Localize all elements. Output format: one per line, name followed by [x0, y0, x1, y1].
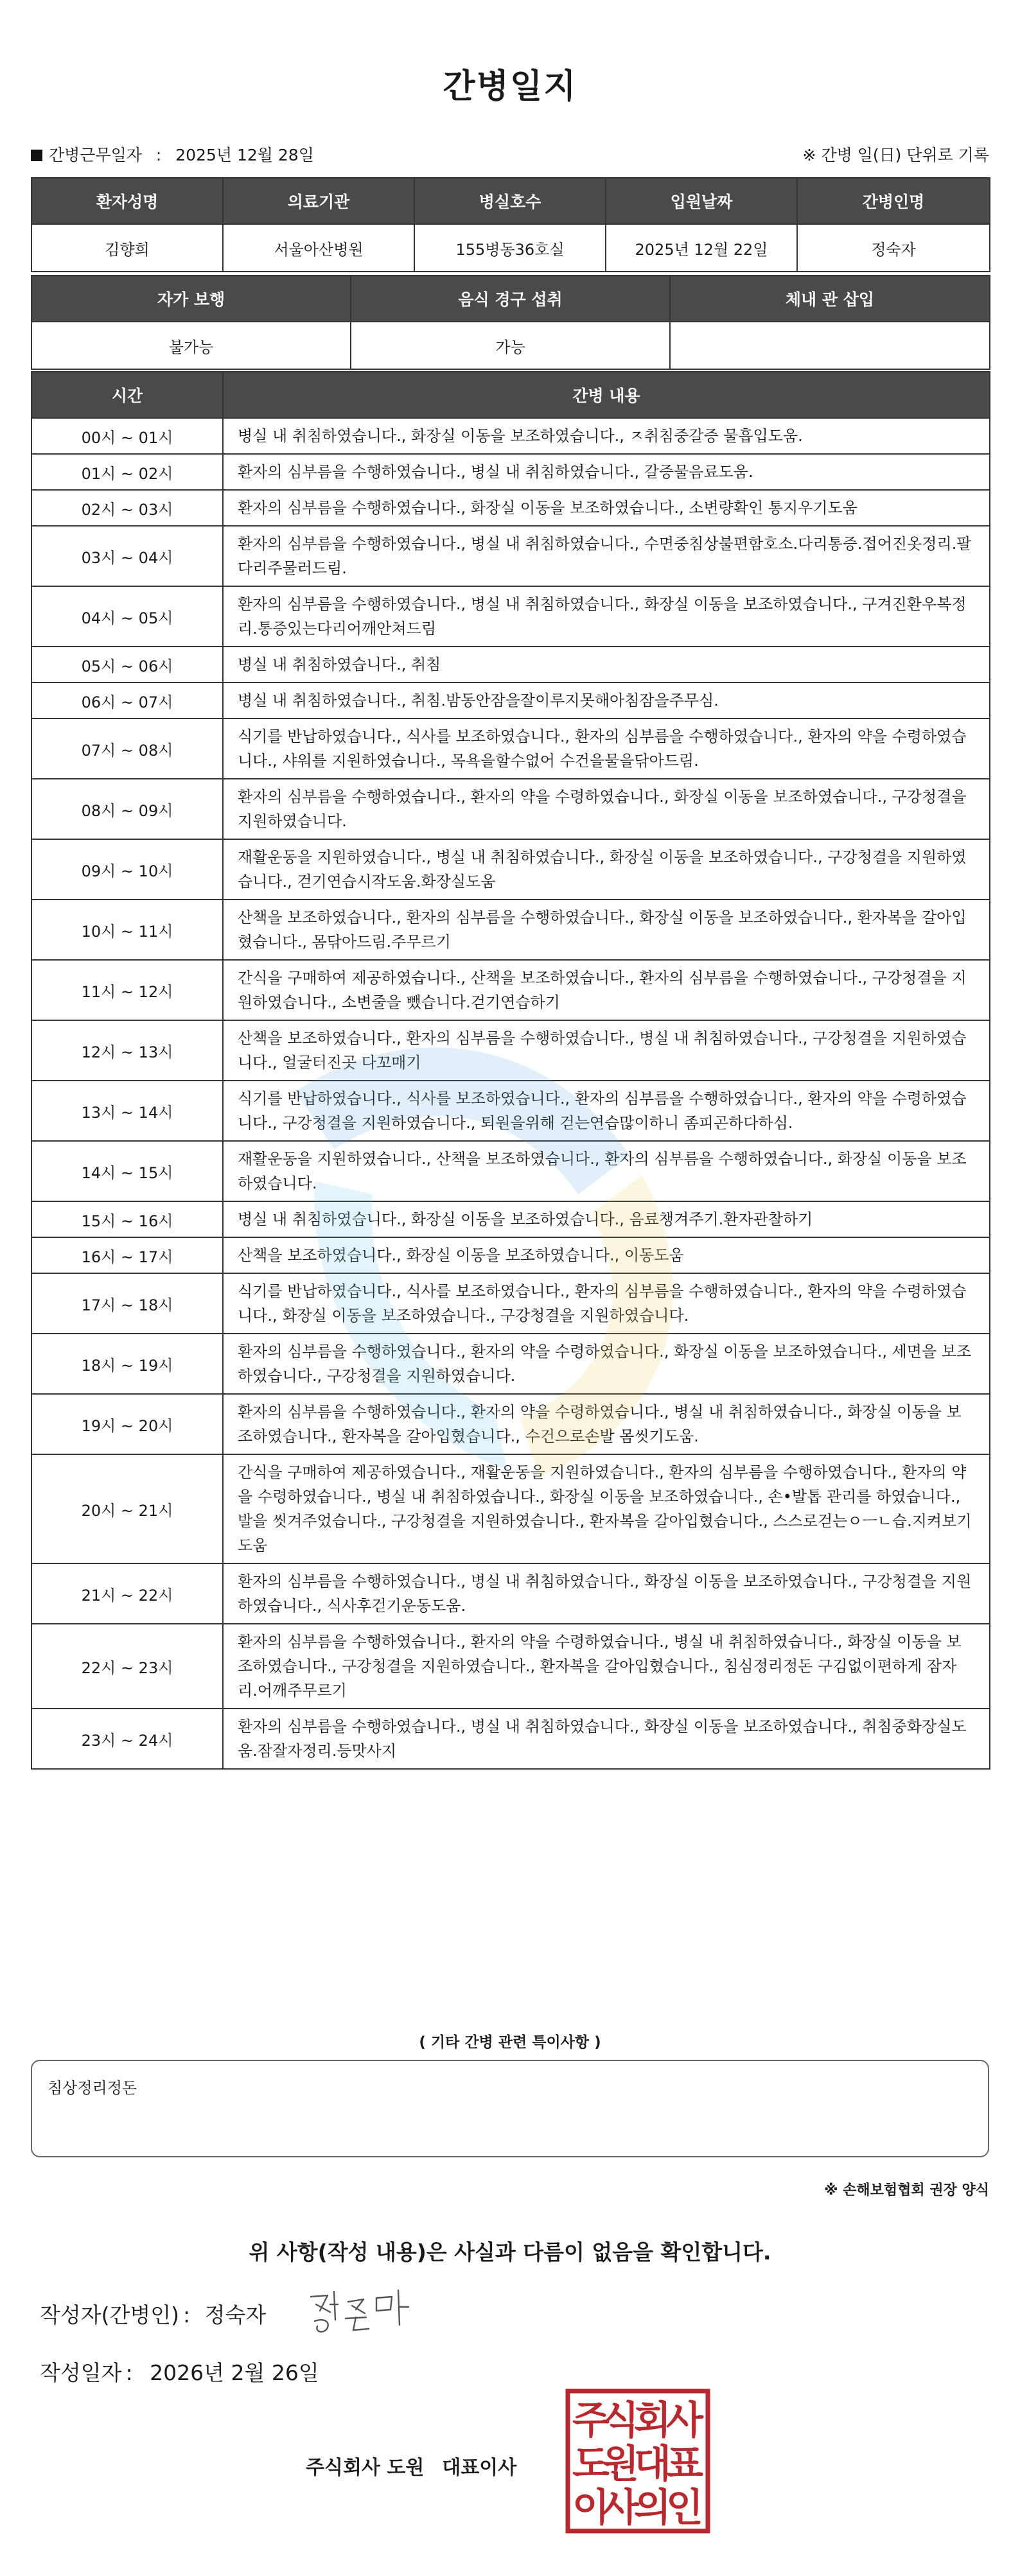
log-content: 식기를 반납하였습니다., 식사를 보조하였습니다., 환자의 심부름을 수행하였습니다., 환자의 약을 수령하였습니다., 구강청결을 지원하였습니다., 퇴원을위해 걷는연습많이하니 좀피곤하다하심. — [223, 1081, 990, 1141]
written-date-sep: : — [125, 2360, 133, 2385]
svg-text:원: 원 — [602, 2442, 639, 2487]
table-row — [31, 1237, 990, 1273]
company-name: 주식회사 도원 — [306, 2457, 425, 2479]
header-oral-intake: 음식 경구 섭취 — [351, 275, 670, 322]
writer-line — [40, 2299, 266, 2329]
log-content: 환자의 심부름을 수행하였습니다., 병실 내 취침하였습니다., 화장실 이동을 보조하였습니다., 취침중화장실도움.잠잘자정리.등맛사지 — [223, 1709, 990, 1769]
header-hospital: 의료기관 — [223, 178, 414, 224]
log-content: 환자의 심부름을 수행하였습니다., 환자의 약을 수령하였습니다., 화장실 이동을 보조하였습니다., 구강청결을 지원하였습니다. — [223, 779, 990, 839]
log-time: 16시 ~ 17시 — [31, 1237, 223, 1273]
header-patient-name: 환자성명 — [31, 178, 223, 224]
table-row — [31, 586, 990, 647]
header-caregiver-name: 간병인명 — [797, 178, 990, 224]
work-date-sep: : — [155, 146, 162, 164]
table-header-row — [31, 372, 990, 418]
log-time: 19시 ~ 20시 — [31, 1394, 223, 1454]
company-line — [306, 2451, 516, 2480]
table-row — [31, 1709, 990, 1769]
log-time: 17시 ~ 18시 — [31, 1273, 223, 1334]
log-content: 병실 내 취침하였습니다., 화장실 이동을 보조하였습니다., ㅈ취침중갈증 물흡입도움. — [223, 418, 990, 454]
header-self-walking: 자가 보행 — [31, 275, 351, 322]
log-time: 21시 ~ 22시 — [31, 1563, 223, 1624]
svg-text:표: 표 — [666, 2442, 703, 2487]
table-row — [31, 322, 990, 369]
table-row — [31, 418, 990, 454]
log-time: 22시 ~ 23시 — [31, 1624, 223, 1709]
table-row — [31, 683, 990, 718]
log-time: 09시 ~ 10시 — [31, 839, 223, 900]
log-content: 산책을 보조하였습니다., 화장실 이동을 보조하였습니다., 이동도움 — [223, 1237, 990, 1273]
table-row — [31, 1141, 990, 1201]
log-time: 00시 ~ 01시 — [31, 418, 223, 454]
table-row — [31, 839, 990, 900]
patient-name: 김향희 — [31, 224, 223, 272]
work-date — [31, 143, 314, 166]
log-time: 13시 ~ 14시 — [31, 1081, 223, 1141]
log-content: 환자의 심부름을 수행하였습니다., 환자의 약을 수령하였습니다., 병실 내 취침하였습니다., 화장실 이동을 보조하였습니다., 구강청결을 지원하였습니다., 환자복을 갈아입혔습니다., 침심정리정돈 구김없이편하게 잠자리.어깨주무르기 — [223, 1624, 990, 1709]
hospital: 서울아산병원 — [223, 224, 414, 272]
table-row — [31, 224, 990, 272]
square-bullet-icon — [31, 150, 42, 161]
svg-text:사: 사 — [602, 2485, 639, 2530]
log-time: 10시 ~ 11시 — [31, 900, 223, 960]
svg-text:사: 사 — [666, 2398, 703, 2443]
log-content: 병실 내 취침하였습니다., 화장실 이동을 보조하였습니다., 음료챙겨주기.환자관찰하기 — [223, 1201, 990, 1237]
log-content: 환자의 심부름을 수행하였습니다., 환자의 약을 수령하였습니다., 병실 내 취침하였습니다., 화장실 이동을 보조하였습니다., 환자복을 갈아입혔습니다., 수건으로손발 몸씻기도움. — [223, 1394, 990, 1454]
patient-info-table — [31, 177, 990, 272]
log-time: 03시 ~ 04시 — [31, 526, 223, 586]
log-content: 환자의 심부름을 수행하였습니다., 병실 내 취침하였습니다., 화장실 이동을 보조하였습니다., 구강청결을 지원하였습니다., 식사후걷기운동도움. — [223, 1563, 990, 1624]
table-row — [31, 454, 990, 490]
room-number: 155병동36호실 — [414, 224, 606, 272]
log-content: 환자의 심부름을 수행하였습니다., 병실 내 취침하였습니다., 수면중침상불편함호소.다리통증.접어진옷정리.팔다리주물러드림. — [223, 526, 990, 586]
log-content: 재활운동을 지원하였습니다., 산책을 보조하였습니다., 환자의 심부름을 수행하였습니다., 화장실 이동을 보조하였습니다. — [223, 1141, 990, 1201]
special-notes-box — [31, 2060, 989, 2157]
log-time: 23시 ~ 24시 — [31, 1709, 223, 1769]
log-time: 11시 ~ 12시 — [31, 960, 223, 1020]
log-content: 재활운동을 지원하였습니다., 병실 내 취침하였습니다., 화장실 이동을 보조하였습니다., 구강청결을 지원하였습니다., 걷기연습시작도움.화장실도움 — [223, 839, 990, 900]
page-title: 간병일지 — [443, 67, 577, 106]
patient-status-table — [31, 275, 990, 370]
table-row — [31, 1081, 990, 1141]
handwritten-signature — [302, 2283, 418, 2340]
table-row — [31, 718, 990, 779]
table-row — [31, 647, 990, 683]
svg-text:도: 도 — [572, 2442, 610, 2487]
log-time: 05시 ~ 06시 — [31, 647, 223, 683]
written-date-line — [40, 2356, 319, 2387]
log-content: 병실 내 취침하였습니다., 취침.밤동안잠을잘이루지못해아침잠을주무심. — [223, 683, 990, 718]
care-log-body — [31, 418, 990, 1769]
table-header-row — [31, 275, 990, 322]
table-row — [31, 1273, 990, 1334]
care-log-table — [31, 371, 990, 1770]
log-content: 식기를 반납하였습니다., 식사를 보조하였습니다., 환자의 심부름을 수행하였습니다., 환자의 약을 수령하였습니다., 샤워를 지원하였습니다., 목욕을할수없어 수건을물을닦아드림. — [223, 718, 990, 779]
table-row — [31, 1334, 990, 1394]
writer-label: 작성자(간병인) — [40, 2302, 180, 2328]
header-care-content: 간병 내용 — [223, 372, 990, 418]
log-content: 환자의 심부름을 수행하였습니다., 화장실 이동을 보조하였습니다., 소변량확인 통지우기도움 — [223, 490, 990, 526]
log-content: 환자의 심부름을 수행하였습니다., 병실 내 취침하였습니다., 화장실 이동을 보조하였습니다., 구겨진환우복정리.통증있는다리어깨안쳐드림 — [223, 586, 990, 647]
company-seal — [565, 2389, 710, 2534]
log-content: 환자의 심부름을 수행하였습니다., 환자의 약을 수령하였습니다., 화장실 이동을 보조하였습니다., 세면을 보조하였습니다., 구강청결을 지원하였습니다. — [223, 1334, 990, 1394]
table-row — [31, 1394, 990, 1454]
log-time: 07시 ~ 08시 — [31, 718, 223, 779]
work-date-value: 2025년 12월 28일 — [175, 146, 314, 164]
log-time: 08시 ~ 09시 — [31, 779, 223, 839]
log-time: 18시 ~ 19시 — [31, 1334, 223, 1394]
svg-text:인: 인 — [666, 2485, 703, 2530]
recommend-note: ※ 손해보험협회 권장 양식 — [824, 2182, 989, 2198]
table-row — [31, 1201, 990, 1237]
confirm-statement: 위 사항(작성 내용)은 사실과 다름이 없음을 확인합니다. — [249, 2240, 771, 2265]
log-content: 식기를 반납하였습니다., 식사를 보조하였습니다., 환자의 심부름을 수행하였습니다., 환자의 약을 수령하였습니다., 화장실 이동을 보조하였습니다., 구강청결을 지원하였습니다. — [223, 1273, 990, 1334]
tube-insertion-value — [670, 322, 990, 369]
table-row — [31, 1454, 990, 1563]
special-notes-title: ( 기타 간병 관련 특이사항 ) — [419, 2034, 601, 2051]
oral-intake-value: 가능 — [351, 322, 670, 369]
writer-name: 정숙자 — [204, 2302, 267, 2328]
log-content: 환자의 심부름을 수행하였습니다., 병실 내 취침하였습니다., 갈증물음료도움. — [223, 454, 990, 490]
table-row — [31, 779, 990, 839]
log-time: 14시 ~ 15시 — [31, 1141, 223, 1201]
special-notes-content: 침상정리정돈 — [48, 2079, 137, 2097]
work-date-label: 간병근무일자 — [49, 146, 142, 164]
table-row — [31, 526, 990, 586]
log-time: 06시 ~ 07시 — [31, 683, 223, 718]
table-row — [31, 490, 990, 526]
log-time: 12시 ~ 13시 — [31, 1020, 223, 1081]
table-row — [31, 1020, 990, 1081]
table-row — [31, 900, 990, 960]
header-admission-date: 입원날짜 — [606, 178, 797, 224]
log-content: 간식을 구매하여 제공하였습니다., 재활운동을 지원하였습니다., 환자의 심부름을 수행하였습니다., 환자의 약을 수령하였습니다., 병실 내 취침하였습니다., 화장실 이동을 보조하였습니다., 손•발톱 관리를 하였습니다., 발을 씻겨주었습니다., 구강청결을 지원하였습니다., 환자복을 갈아입혔습니다., 스스로걷는ㅇㅡㄴ습.지켜보기도움 — [223, 1454, 990, 1563]
admission-date: 2025년 12월 22일 — [606, 224, 797, 272]
log-content: 병실 내 취침하였습니다., 취침 — [223, 647, 990, 683]
log-content: 간식을 구매하여 제공하였습니다., 산책을 보조하였습니다., 환자의 심부름을 수행하였습니다., 구강청결을 지원하였습니다., 소변줄을 뺐습니다.걷기연습하기 — [223, 960, 990, 1020]
written-date-label: 작성일자 — [40, 2360, 122, 2385]
svg-text:식: 식 — [602, 2398, 639, 2443]
log-time: 04시 ~ 05시 — [31, 586, 223, 647]
log-time: 01시 ~ 02시 — [31, 454, 223, 490]
table-header-row — [31, 178, 990, 224]
svg-text:대: 대 — [634, 2442, 671, 2487]
self-walking-value: 불가능 — [31, 322, 351, 369]
svg-text:의: 의 — [634, 2485, 671, 2530]
svg-text:이: 이 — [572, 2485, 610, 2530]
written-date-value: 2026년 2월 26일 — [150, 2360, 319, 2385]
table-row — [31, 1624, 990, 1709]
log-time: 15시 ~ 16시 — [31, 1201, 223, 1237]
header-tube-insertion: 체내 관 삽입 — [670, 275, 990, 322]
caregiver-name: 정숙자 — [797, 224, 990, 272]
company-rep: 대표이사 — [442, 2457, 517, 2479]
log-content: 산책을 보조하였습니다., 환자의 심부름을 수행하였습니다., 병실 내 취침하였습니다., 구강청결을 지원하였습니다., 얼굴터진곳 다꼬매기 — [223, 1020, 990, 1081]
svg-text:회: 회 — [634, 2398, 671, 2443]
log-content: 산책을 보조하였습니다., 환자의 심부름을 수행하였습니다., 화장실 이동을 보조하였습니다., 환자복을 갈아입혔습니다., 몸닦아드림.주무르기 — [223, 900, 990, 960]
svg-text:주: 주 — [572, 2398, 610, 2443]
header-time: 시간 — [31, 372, 223, 418]
header-room: 병실호수 — [414, 178, 606, 224]
log-time: 20시 ~ 21시 — [31, 1454, 223, 1563]
table-row — [31, 1563, 990, 1624]
log-time: 02시 ~ 03시 — [31, 490, 223, 526]
writer-sep: : — [183, 2302, 191, 2328]
unit-note: ※ 간병 일(日) 단위로 기록 — [802, 146, 989, 164]
table-row — [31, 960, 990, 1020]
